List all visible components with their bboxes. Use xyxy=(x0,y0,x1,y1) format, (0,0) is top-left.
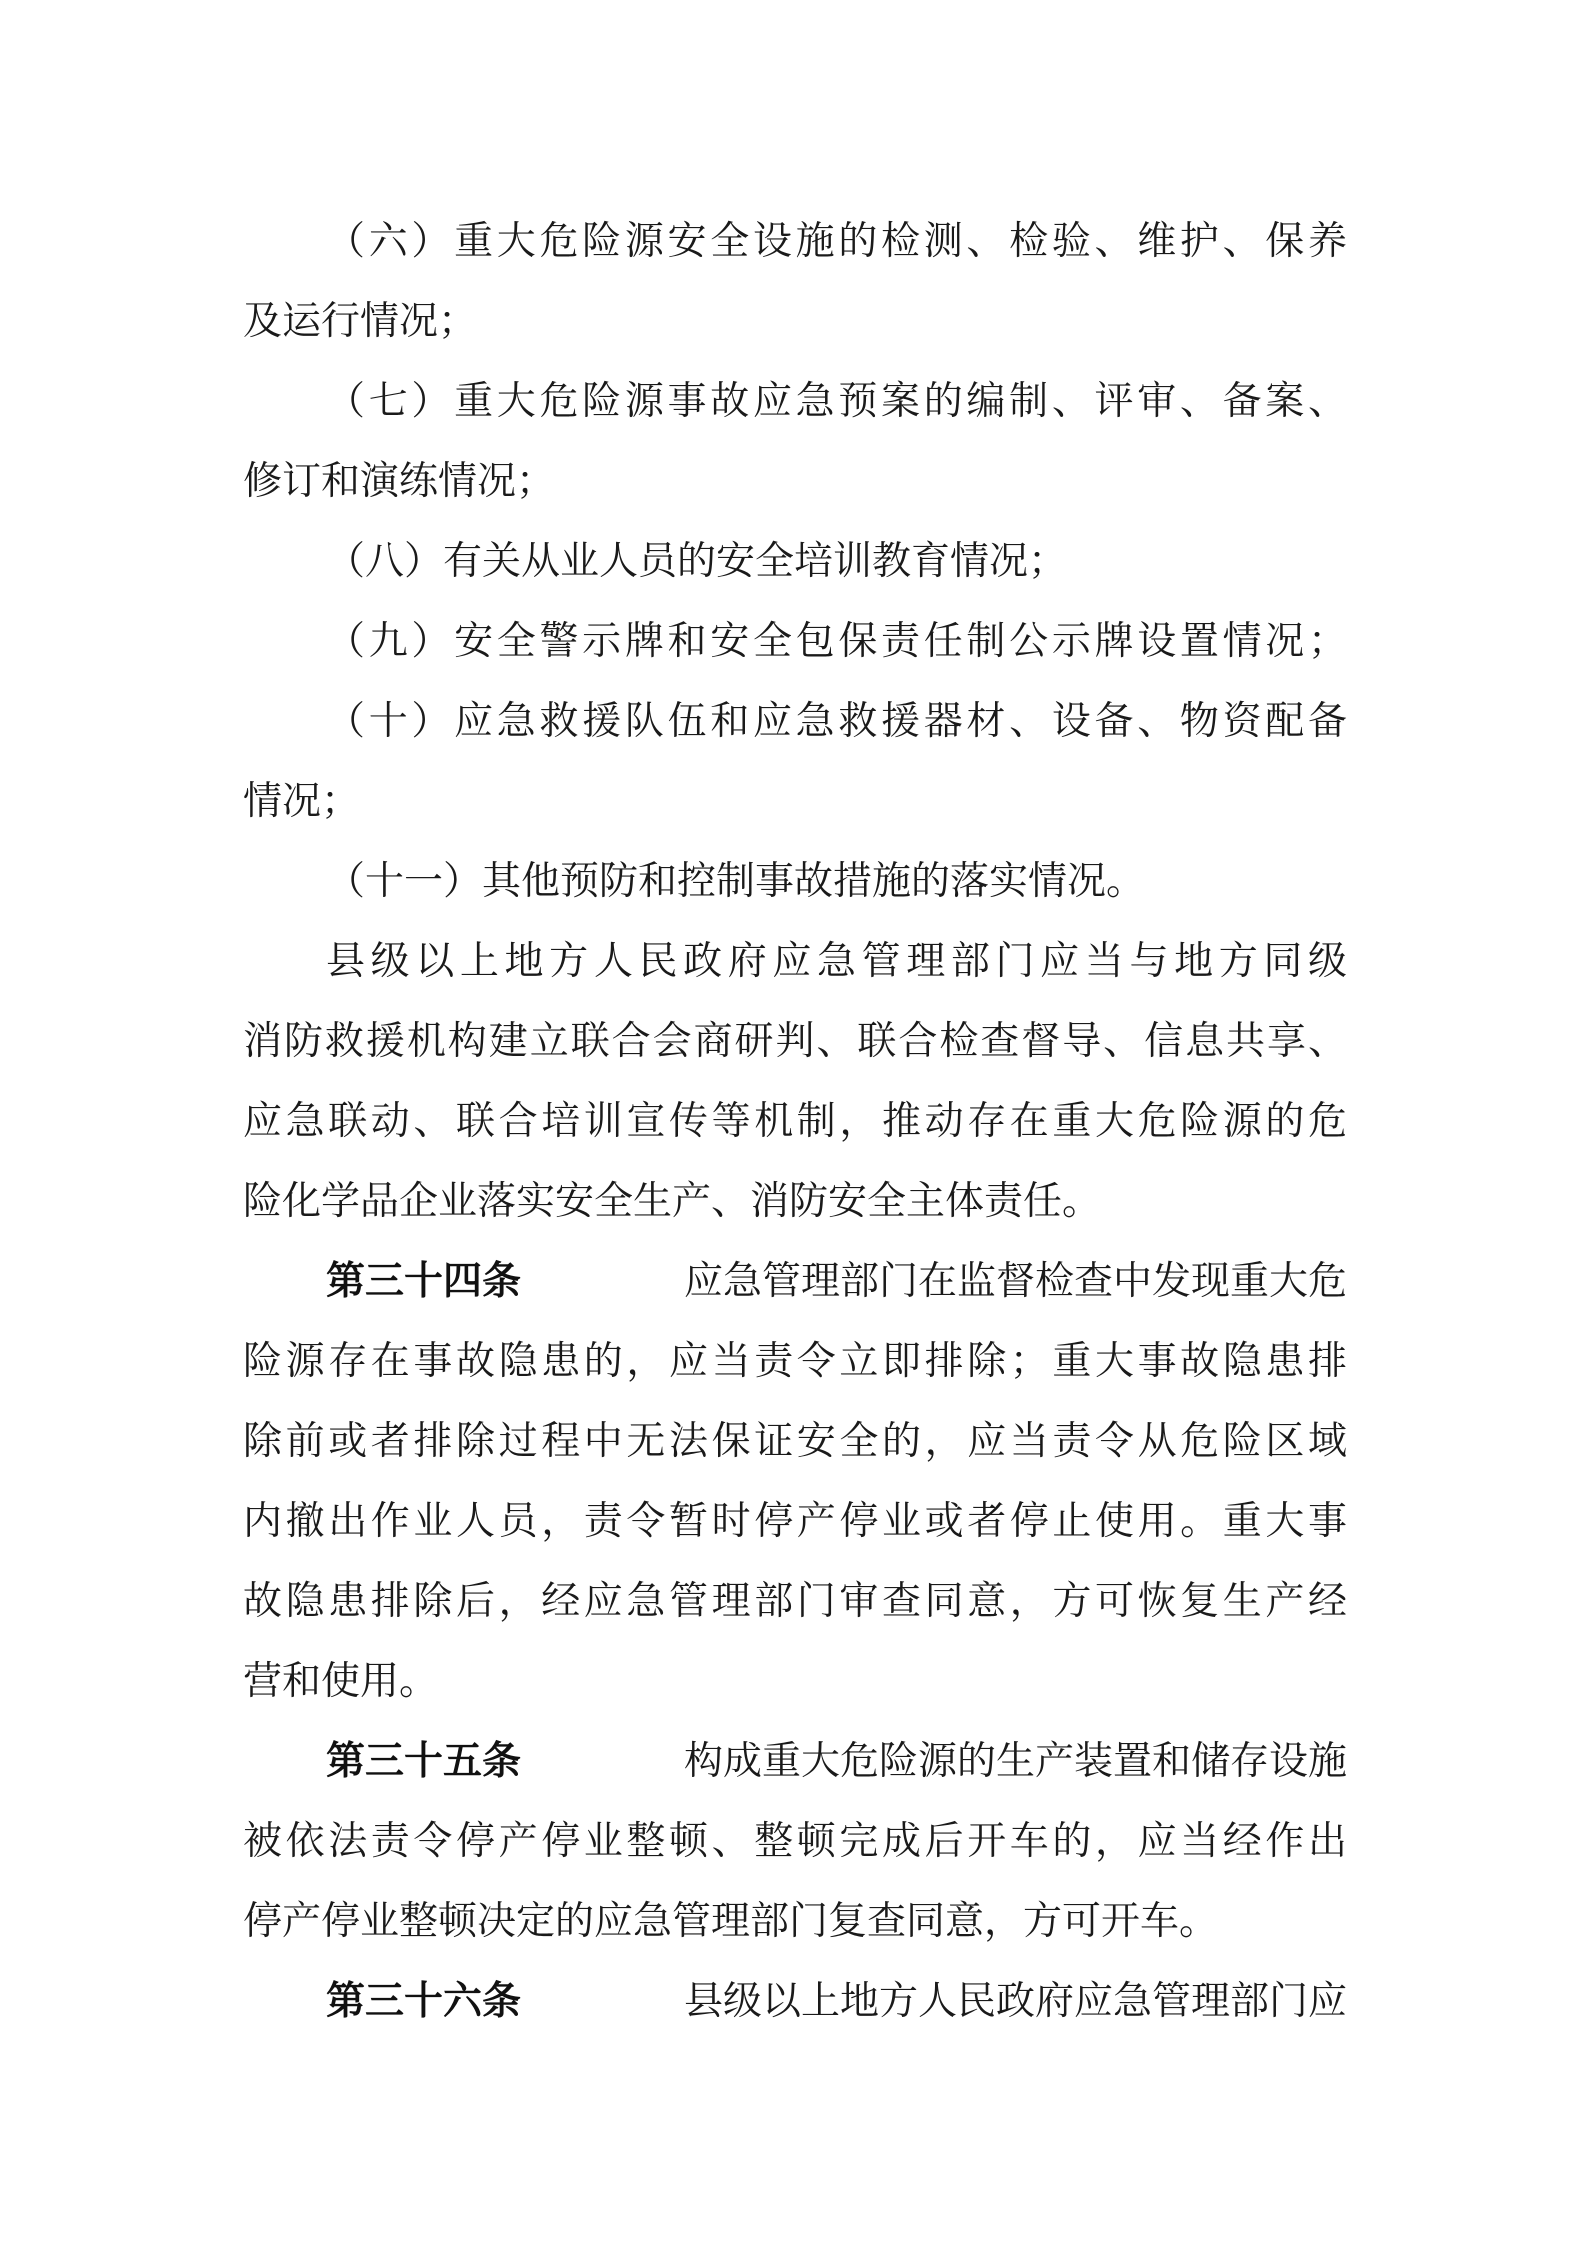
text-line: 内撤出作业人员，责令暂时停产停业或者停止使用。重大事 xyxy=(243,1499,1347,1544)
text-line: 故隐患排除后，经应急管理部门审查同意，方可恢复生产经 xyxy=(243,1579,1347,1624)
text-line: 及运行情况； xyxy=(243,299,478,344)
text-line: 县级以上地方人民政府应急管理部门应当与地方同级 xyxy=(326,939,1347,984)
text-line: （八）有关从业人员的安全培训教育情况； xyxy=(326,539,1068,584)
text-line: 情况； xyxy=(243,779,361,824)
article-number: 第三十五条 xyxy=(326,1739,522,1784)
text-line: 险化学品企业落实安全生产、消防安全主体责任。 xyxy=(243,1179,1102,1224)
text-line: （九）安全警示牌和安全包保责任制公示牌设置情况； xyxy=(326,619,1347,664)
text-line: 消防救援机构建立联合会商研判、联合检查督导、信息共享、 xyxy=(243,1019,1347,1064)
text-line: （七）重大危险源事故应急预案的编制、评审、备案、 xyxy=(326,379,1347,424)
text-line: 停产停业整顿决定的应急管理部门复查同意，方可开车。 xyxy=(243,1899,1219,1944)
article-number: 第三十六条 xyxy=(326,1979,522,2024)
article-line xyxy=(326,1252,1347,1312)
text-segment: 构成重大危险源的生产装置和储存设施 xyxy=(683,1739,1347,1784)
text-line: （十）应急救援队伍和应急救援器材、设备、物资配备 xyxy=(326,699,1347,744)
text-line: 除前或者排除过程中无法保证安全的，应当责令从危险区域 xyxy=(243,1419,1347,1464)
text-line: 营和使用。 xyxy=(243,1659,439,1704)
article-number: 第三十四条 xyxy=(326,1259,522,1304)
text-segment: 应急管理部门在监督检查中发现重大危 xyxy=(683,1259,1347,1304)
article-line xyxy=(326,1972,1347,2032)
text-line: 被依法责令停产停业整顿、整顿完成后开车的，应当经作出 xyxy=(243,1819,1347,1864)
article-line xyxy=(326,1732,1347,1792)
text-line: 修订和演练情况； xyxy=(243,459,556,504)
text-line: （六）重大危险源安全设施的检测、检验、维护、保养 xyxy=(326,219,1347,264)
text-line: 险源存在事故隐患的，应当责令立即排除；重大事故隐患排 xyxy=(243,1339,1347,1384)
text-segment: 县级以上地方人民政府应急管理部门应 xyxy=(683,1979,1347,2024)
text-line: （十一）其他预防和控制事故措施的落实情况。 xyxy=(326,859,1146,904)
text-line: 应急联动、联合培训宣传等机制，推动存在重大危险源的危 xyxy=(243,1099,1347,1144)
